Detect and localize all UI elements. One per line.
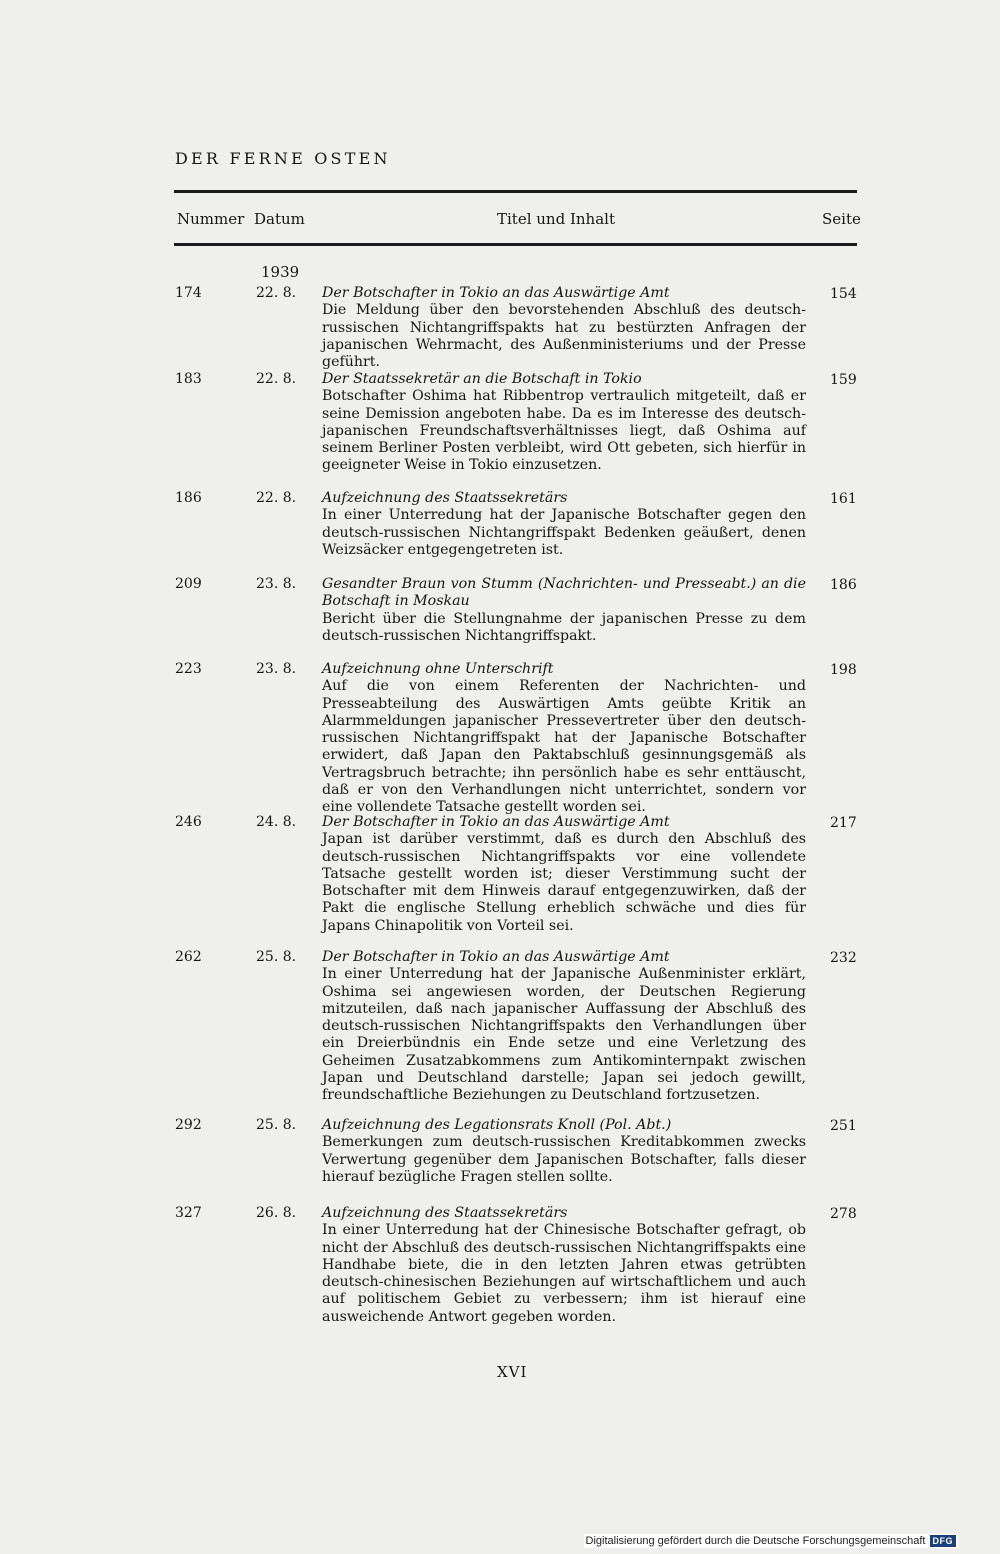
year-label: 1939 [261,263,300,281]
column-header-date: Datum [254,210,305,228]
entry-number: 209 [175,576,202,592]
entry-page: 154 [830,286,857,302]
entry-text: Die Meldung über den bevorstehenden Abschluß des deutsch-russischen Nichtangriffspakts hat zu bestürzten Anfragen der japanischen Wehrmacht, des Außenministeriums und der Presse geführt. [322,302,806,371]
entry-page: 186 [830,577,857,593]
entry-content [322,576,806,645]
entry-content [322,490,806,559]
digitization-footer [584,1534,958,1548]
entry-date: 23. 8. [256,576,297,592]
header-top-rule [174,190,857,193]
entry-title: Der Botschafter in Tokio an das Auswärtige Amt [322,949,670,965]
entry-text: In einer Unterredung hat der Chinesische Botschafter gefragt, ob nicht der Abschluß des deutsch-russischen Nichtangriffspakts eine Handhabe biete, die in den letzten Jahren etwas getrübten deutsch-chinesischen Beziehungen auf wirtschaftlichem und auch auf politischem Gebiet zu verbessern; ihm ist hierauf eine ausweichende Antwort gegeben worden. [322,1222,806,1325]
entry-text: Bericht über die Stellungnahme der japanischen Presse zu dem deutsch-russischen Nichtangriffspakt. [322,610,806,644]
entry-date: 22. 8. [256,285,297,301]
entry-content [322,661,806,817]
entry-content [322,1205,806,1326]
section-title: DER FERNE OSTEN [175,149,391,168]
entry-content [322,949,806,1105]
entry-date: 25. 8. [256,949,297,965]
entry-number: 327 [175,1205,202,1221]
entry-number: 262 [175,949,202,965]
entry-number: 174 [175,285,202,301]
entry-number: 292 [175,1117,202,1133]
entry-title: Gesandter Braun von Stumm (Nachrichten- und Presseabt.) an die Botschaft in Moskau [322,576,806,610]
entry-date: 23. 8. [256,661,297,677]
column-header-page: Seite [822,210,861,228]
entry-text: Botschafter Oshima hat Ribbentrop vertraulich mitgeteilt, daß er seine Demission angeboten habe. Da es im Interesse des deutsch-japanischen Freundschaftsverhältnisses liegt, daß Oshima auf seinem Berliner Posten verbleibt, wird Ott gebeten, sich hierfür in geeigneter Weise in Tokio einzusetzen. [322,388,806,474]
entry-page: 198 [830,662,857,678]
entry-number: 223 [175,661,202,677]
entry-content [322,371,806,475]
entry-title: Der Botschafter in Tokio an das Auswärtige Amt [322,814,670,830]
entry-title: Aufzeichnung des Legationsrats Knoll (Pol. Abt.) [322,1117,672,1133]
entry-number: 246 [175,814,202,830]
entry-text: Japan ist darüber verstimmt, daß es durch den Abschluß des deutsch-russischen Nichtangriffspakts vor eine vollendete Tatsache gestellt worden ist; dieser Verstimmung sucht der Botschafter mit dem Hinweis darauf entgegenzuwirken, daß der Pakt die englische Stellung erheblich schwäche und dies für Japans Chinapolitik von Vorteil sei. [322,831,806,934]
entry-date: 22. 8. [256,371,297,387]
page-number: XVI [497,1363,528,1381]
entry-text: In einer Unterredung hat der Japanische Botschafter gegen den deutsch-russischen Nichtangriffspakt Bedenken geäußert, denen Weizsäcker entgegengetreten ist. [322,507,806,558]
entry-title: Aufzeichnung ohne Unterschrift [322,661,554,677]
entry-content [322,814,806,935]
entry-title: Aufzeichnung des Staatssekretärs [322,490,568,506]
entry-page: 217 [830,815,857,831]
entry-text: Auf die von einem Referenten der Nachrichten- und Presseabteilung des Auswärtigen Amts geübte Kritik an Alarmmeldungen japanischer Pressevertreter über den deutsch-russischen Nichtangriffspakt hat der Japanische Botschafter erwidert, daß Japan den Paktabschluß gesinnungsgemäß als Vertragsbruch betrachte; ihn persönlich habe es sehr enttäuscht, daß er von den Verhandlungen nicht unterrichtet, sondern vor eine vollendete Tatsache gestellt worden sei. [322,678,806,816]
entry-date: 26. 8. [256,1205,297,1221]
header-bottom-rule [174,243,857,246]
entry-title: Der Staatssekretär an die Botschaft in Tokio [322,371,642,387]
dfg-logo: DFG [930,1535,957,1547]
entry-date: 22. 8. [256,490,297,506]
entry-date: 24. 8. [256,814,297,830]
column-header-title: Titel und Inhalt [497,210,615,228]
entry-title: Aufzeichnung des Staatssekretärs [322,1205,568,1221]
entry-text: In einer Unterredung hat der Japanische Außenminister erklärt, Oshima sei angewiesen worden, der Deutschen Regierung mitzuteilen, daß nach japanischer Auffassung der Abschluß des deutsch-russischen Nichtangriffspakts den Verhandlungen über ein Dreierbündnis ein Ende setze und eine Verletzung des Geheimen Zusatzabkommens zum Antikominternpakt zwischen Japan und Deutschland darstelle; Japan sei jedoch gewillt, freundschaftliche Beziehungen zu Deutschland fortzusetzen. [322,966,806,1104]
entry-page: 232 [830,950,857,966]
entry-title: Der Botschafter in Tokio an das Auswärtige Amt [322,285,670,301]
entry-content [322,285,806,371]
entry-text: Bemerkungen zum deutsch-russischen Kreditabkommen zwecks Verwertung gegenüber dem Japanischen Botschafter, falls dieser hierauf bezügliche Fragen stellen sollte. [322,1134,806,1185]
entry-number: 186 [175,490,202,506]
entry-content [322,1117,806,1186]
entry-page: 159 [830,372,857,388]
column-header-number: Nummer [177,210,245,228]
entry-number: 183 [175,371,202,387]
entry-date: 25. 8. [256,1117,297,1133]
entry-page: 278 [830,1206,857,1222]
entry-page: 161 [830,491,857,507]
entry-page: 251 [830,1118,857,1134]
footer-text: Digitalisierung gefördert durch die Deutsche Forschungsgemeinschaft [585,1535,926,1547]
